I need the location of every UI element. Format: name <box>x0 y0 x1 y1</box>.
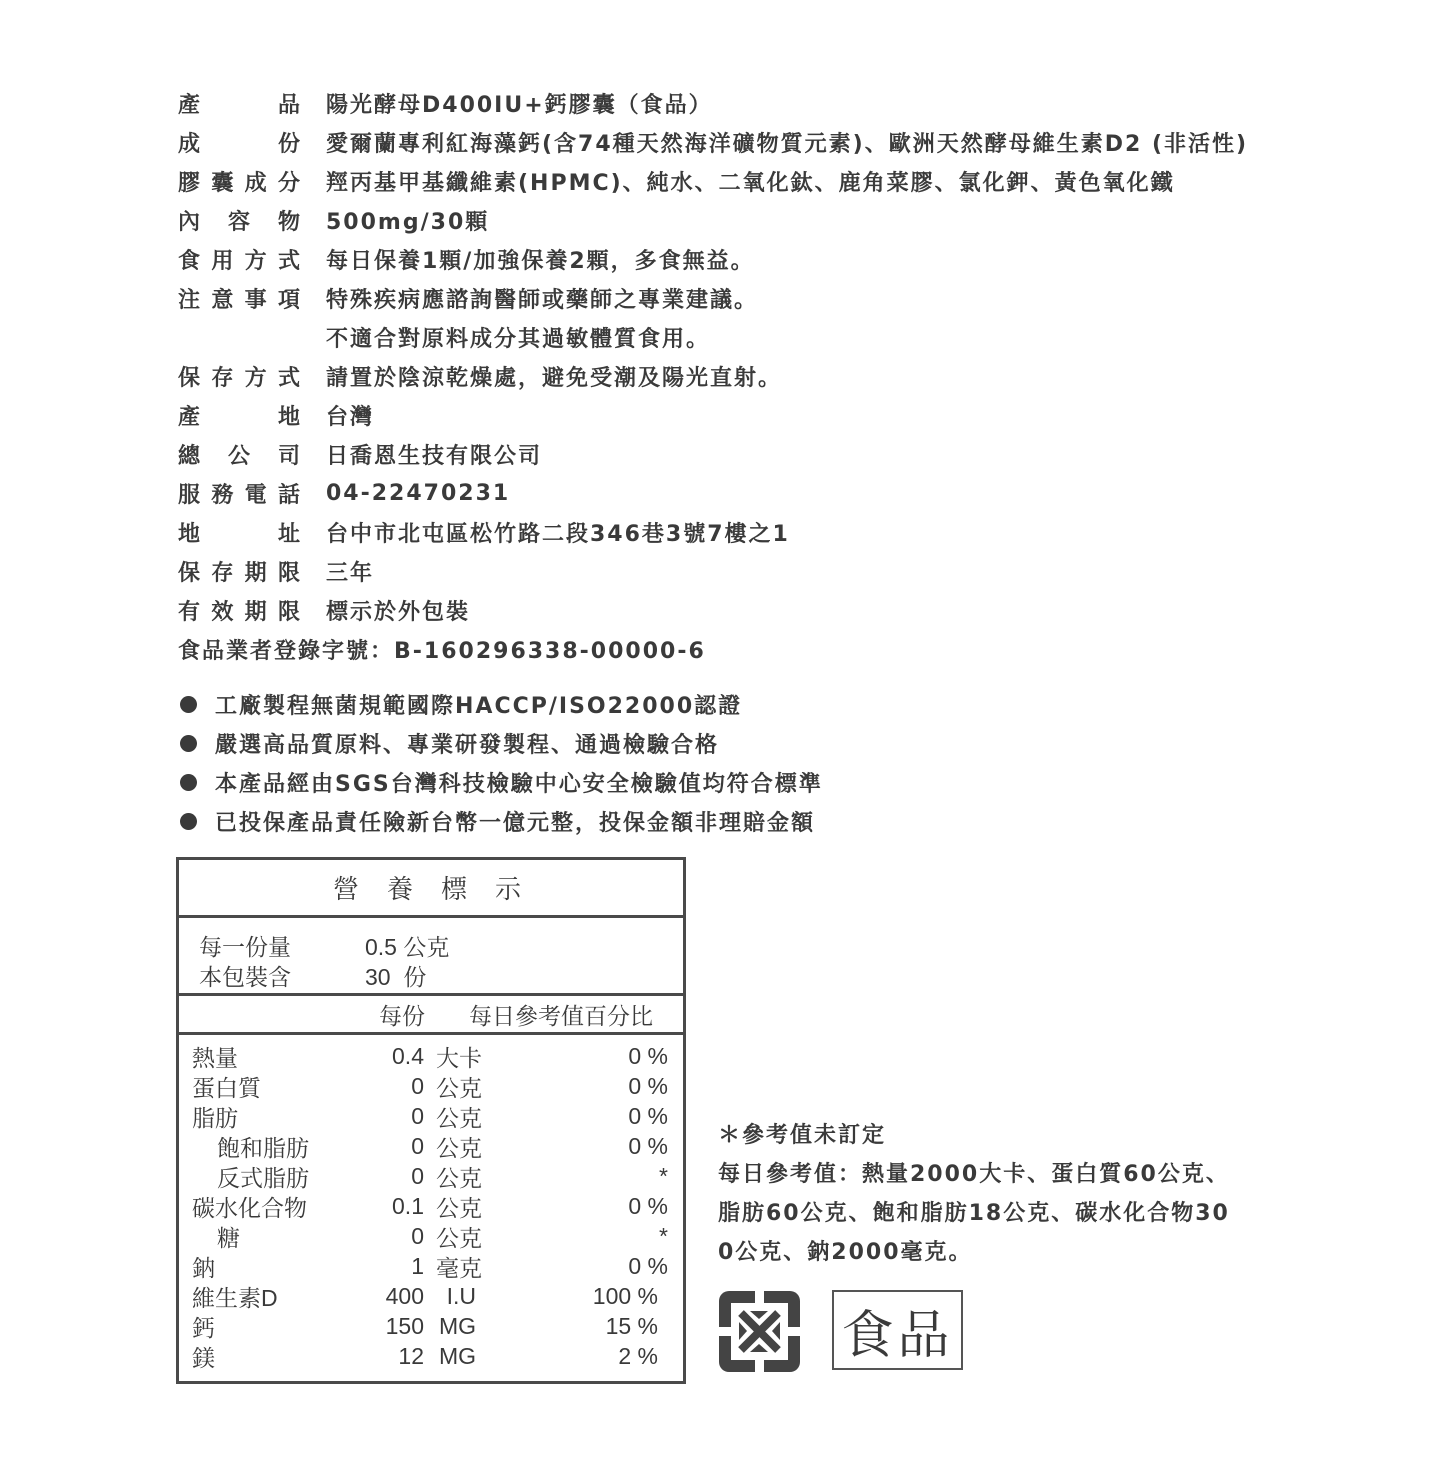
spec-label-char: 注 <box>178 288 203 313</box>
nutrient-unit: MG <box>438 1342 476 1369</box>
spec-label-char: 期 <box>244 600 269 625</box>
nutrition-row <box>179 1341 683 1371</box>
spec-row <box>178 240 1248 279</box>
nutrient-daily-pct: 0 % <box>628 1102 668 1129</box>
nutrient-daily-pct: 15 % <box>605 1312 658 1339</box>
spec-label-char: 存 <box>211 561 236 586</box>
spec-value: 04-22470231 <box>326 481 511 506</box>
bullet-dot-icon <box>180 813 197 830</box>
per-serving-header: 每份 <box>379 1002 425 1029</box>
spec-label <box>178 478 302 509</box>
spec-row <box>178 279 1248 318</box>
spec-label-char: 食 <box>178 249 203 274</box>
nutrition-row <box>179 1041 683 1071</box>
nutrient-unit: I.U <box>446 1282 476 1309</box>
spec-row <box>178 318 1248 357</box>
spec-label-char: 成 <box>178 132 203 157</box>
nutrition-facts-table <box>176 857 686 1384</box>
nutrient-name: 碳水化合物 <box>192 1194 307 1221</box>
spec-label-char: 項 <box>277 288 302 313</box>
nutrient-name: 鎂 <box>192 1344 215 1371</box>
spec-label-char: 產 <box>178 93 203 118</box>
spec-label-char: 總 <box>178 444 203 469</box>
nutrient-unit: 公克 <box>436 1224 482 1251</box>
spec-label-char: 有 <box>178 600 203 625</box>
spec-label-char: 地 <box>277 405 302 430</box>
nutrient-amount: 12 <box>398 1342 424 1369</box>
food-mark: 食品 <box>832 1290 963 1370</box>
nutrient-name: 脂肪 <box>192 1104 238 1131</box>
spec-label-char: 公 <box>227 444 252 469</box>
bullet-text: 工廠製程無菌規範國際HACCP/ISO22000認證 <box>215 694 743 719</box>
nutrient-unit: 公克 <box>436 1194 482 1221</box>
nutrient-unit: 公克 <box>436 1164 482 1191</box>
nutrient-name: 鈉 <box>192 1254 215 1281</box>
nutrient-daily-pct: * <box>659 1222 668 1249</box>
bullet-dot-icon <box>180 696 197 713</box>
nutrient-amount: 0.4 <box>392 1042 424 1069</box>
nutrient-name: 熱量 <box>192 1044 238 1071</box>
nutrient-amount: 1 <box>411 1252 424 1279</box>
spec-label-char: 方 <box>244 249 269 274</box>
nutrient-daily-pct: 0 % <box>628 1252 668 1279</box>
serving-size-value: 0.5 公克 <box>365 934 450 960</box>
spec-row <box>178 591 1248 630</box>
spec-label-char: 方 <box>244 366 269 391</box>
spec-value: 台灣 <box>326 405 375 430</box>
nutrient-name: 反式脂肪 <box>217 1164 309 1191</box>
asterisk-note: ＊參考值未訂定 <box>718 1123 887 1148</box>
spec-label <box>178 517 302 548</box>
daily-reference-note: 0公克、鈉2000毫克。 <box>718 1240 973 1265</box>
spec-row <box>178 201 1248 240</box>
spec-label <box>178 166 302 197</box>
spec-row <box>178 162 1248 201</box>
spec-label-char: 分 <box>277 171 302 196</box>
nutrition-column-header <box>179 996 683 1035</box>
spec-row <box>178 552 1248 591</box>
nutrition-title: 營養標示 <box>179 860 683 918</box>
nutrient-name: 維生素D <box>192 1284 278 1311</box>
bullet-text: 本產品經由SGS台灣科技檢驗中心安全檢驗值均符合標準 <box>215 772 823 797</box>
spec-label <box>178 595 302 626</box>
nutrient-unit: 公克 <box>436 1134 482 1161</box>
spec-label-char: 內 <box>178 210 203 235</box>
spec-label-char: 容 <box>227 210 252 235</box>
bullet-text: 已投保產品責任險新台幣一億元整，投保金額非理賠金額 <box>215 811 816 836</box>
nutrient-daily-pct: 2 % <box>618 1342 658 1369</box>
nutrition-row <box>179 1311 683 1341</box>
spec-value: 愛爾蘭專利紅海藻鈣(含74種天然海洋礦物質元素)、歐洲天然酵母維生素D2 (非活性) <box>326 132 1249 157</box>
nutrient-daily-pct: 0 % <box>628 1042 668 1069</box>
nutrient-name: 鈣 <box>192 1314 215 1341</box>
spec-row <box>178 474 1248 513</box>
spec-label-char: 物 <box>277 210 302 235</box>
bullet-text: 嚴選高品質原料、專業研發製程、通過檢驗合格 <box>215 733 720 758</box>
spec-label-char: 意 <box>211 288 236 313</box>
spec-row <box>178 357 1248 396</box>
spec-label-char: 限 <box>277 561 302 586</box>
nutrient-unit: 大卡 <box>436 1044 482 1071</box>
spec-label-char: 效 <box>211 600 236 625</box>
nutrient-daily-pct: 100 % <box>592 1282 658 1309</box>
spec-value: 不適合對原料成分其過敏體質食用。 <box>326 327 711 352</box>
spec-label-char: 限 <box>277 600 302 625</box>
spec-label-char: 地 <box>178 522 203 547</box>
nutrition-row <box>179 1251 683 1281</box>
nutrient-amount: 0 <box>411 1162 424 1189</box>
spec-label-char: 話 <box>277 483 302 508</box>
nutrition-row <box>179 1281 683 1311</box>
nutrient-amount: 0 <box>411 1222 424 1249</box>
bullet-dot-icon <box>180 774 197 791</box>
spec-label-char: 份 <box>277 132 302 157</box>
feature-bullet <box>180 724 823 763</box>
feature-bullet <box>180 802 823 841</box>
product-spec-list <box>178 84 1248 669</box>
spec-label <box>178 205 302 236</box>
spec-label-char: 保 <box>178 366 203 391</box>
servings-label: 本包裝含 <box>199 964 291 990</box>
nutrition-row <box>179 1071 683 1101</box>
recycle-icon <box>717 1289 802 1374</box>
spec-label <box>178 361 302 392</box>
spec-label-char: 存 <box>211 366 236 391</box>
feature-bullets <box>180 685 823 841</box>
feature-bullet <box>180 685 823 724</box>
spec-label <box>178 127 302 158</box>
spec-label-char: 保 <box>178 561 203 586</box>
nutrient-amount: 0 <box>411 1132 424 1159</box>
nutrition-rows <box>179 1035 683 1371</box>
nutrient-amount: 0 <box>411 1102 424 1129</box>
nutrient-unit: 公克 <box>436 1074 482 1101</box>
nutrition-row <box>179 1221 683 1251</box>
spec-row <box>178 84 1248 123</box>
spec-label-char: 務 <box>211 483 236 508</box>
nutrient-daily-pct: 0 % <box>628 1072 668 1099</box>
nutrient-unit: 毫克 <box>436 1254 482 1281</box>
spec-label-char: 囊 <box>211 171 236 196</box>
nutrient-amount: 0.1 <box>392 1192 424 1219</box>
spec-label-char: 事 <box>244 288 269 313</box>
spec-label <box>178 88 302 119</box>
reference-notes <box>718 1114 1230 1270</box>
spec-label-char: 品 <box>277 93 302 118</box>
spec-label <box>178 283 302 314</box>
spec-label-char: 電 <box>244 483 269 508</box>
servings-value: 30 份 <box>365 964 427 990</box>
nutrition-row <box>179 1101 683 1131</box>
nutrition-row <box>179 1161 683 1191</box>
spec-row <box>178 513 1248 552</box>
spec-label <box>178 439 302 470</box>
spec-value: 三年 <box>326 561 375 586</box>
serving-size-label: 每一份量 <box>199 934 291 960</box>
nutrient-daily-pct: 0 % <box>628 1192 668 1219</box>
spec-value: 標示於外包裝 <box>326 600 471 625</box>
spec-value: 陽光酵母D400IU+鈣膠囊（食品） <box>326 93 713 118</box>
spec-label-char: 式 <box>277 366 302 391</box>
spec-value: 特殊疾病應諮詢醫師或藥師之專業建議。 <box>326 288 759 313</box>
spec-label-char: 用 <box>211 249 236 274</box>
spec-label-char: 膠 <box>178 171 203 196</box>
spec-label-char: 司 <box>277 444 302 469</box>
nutrient-daily-pct: 0 % <box>628 1132 668 1159</box>
nutrition-row <box>179 1131 683 1161</box>
spec-row <box>178 396 1248 435</box>
serving-info <box>179 918 683 996</box>
spec-label-char: 服 <box>178 483 203 508</box>
spec-label <box>178 556 302 587</box>
nutrient-amount: 0 <box>411 1072 424 1099</box>
spec-label <box>178 400 302 431</box>
spec-value: 請置於陰涼乾燥處，避免受潮及陽光直射。 <box>326 366 783 391</box>
daily-pct-header: 每日參考值百分比 <box>469 1002 653 1029</box>
spec-label-char: 期 <box>244 561 269 586</box>
feature-bullet <box>180 763 823 802</box>
spec-row <box>178 435 1248 474</box>
spec-label-char: 址 <box>277 522 302 547</box>
bullet-dot-icon <box>180 735 197 752</box>
spec-value: 台中市北屯區松竹路二段346巷3號7樓之1 <box>326 522 790 547</box>
nutrient-amount: 150 <box>385 1312 424 1339</box>
nutrient-name: 飽和脂肪 <box>217 1134 309 1161</box>
nutrition-row <box>179 1191 683 1221</box>
nutrient-name: 蛋白質 <box>192 1074 261 1101</box>
nutrient-amount: 400 <box>385 1282 424 1309</box>
nutrient-daily-pct: * <box>659 1162 668 1189</box>
nutrient-unit: MG <box>438 1312 476 1339</box>
registration-number: 食品業者登錄字號：B-160296338-00000-6 <box>178 639 706 664</box>
daily-reference-note: 每日參考值：熱量2000大卡、蛋白質60公克、 <box>718 1162 1230 1187</box>
daily-reference-note: 脂肪60公克、飽和脂肪18公克、碳水化合物30 <box>718 1201 1230 1226</box>
spec-value: 每日保養1顆/加強保養2顆，多食無益。 <box>326 249 755 274</box>
spec-label-char: 產 <box>178 405 203 430</box>
spec-value: 500mg/30顆 <box>326 210 490 235</box>
spec-row <box>178 123 1248 162</box>
spec-value: 羥丙基甲基纖維素(HPMC)、純水、二氧化鈦、鹿角菜膠、氯化鉀、黃色氧化鐵 <box>326 171 1175 196</box>
nutrient-name: 糖 <box>217 1224 240 1251</box>
spec-label-char: 成 <box>244 171 269 196</box>
spec-value: 日喬恩生技有限公司 <box>326 444 543 469</box>
nutrient-unit: 公克 <box>436 1104 482 1131</box>
spec-label-char: 式 <box>277 249 302 274</box>
spec-label <box>178 244 302 275</box>
